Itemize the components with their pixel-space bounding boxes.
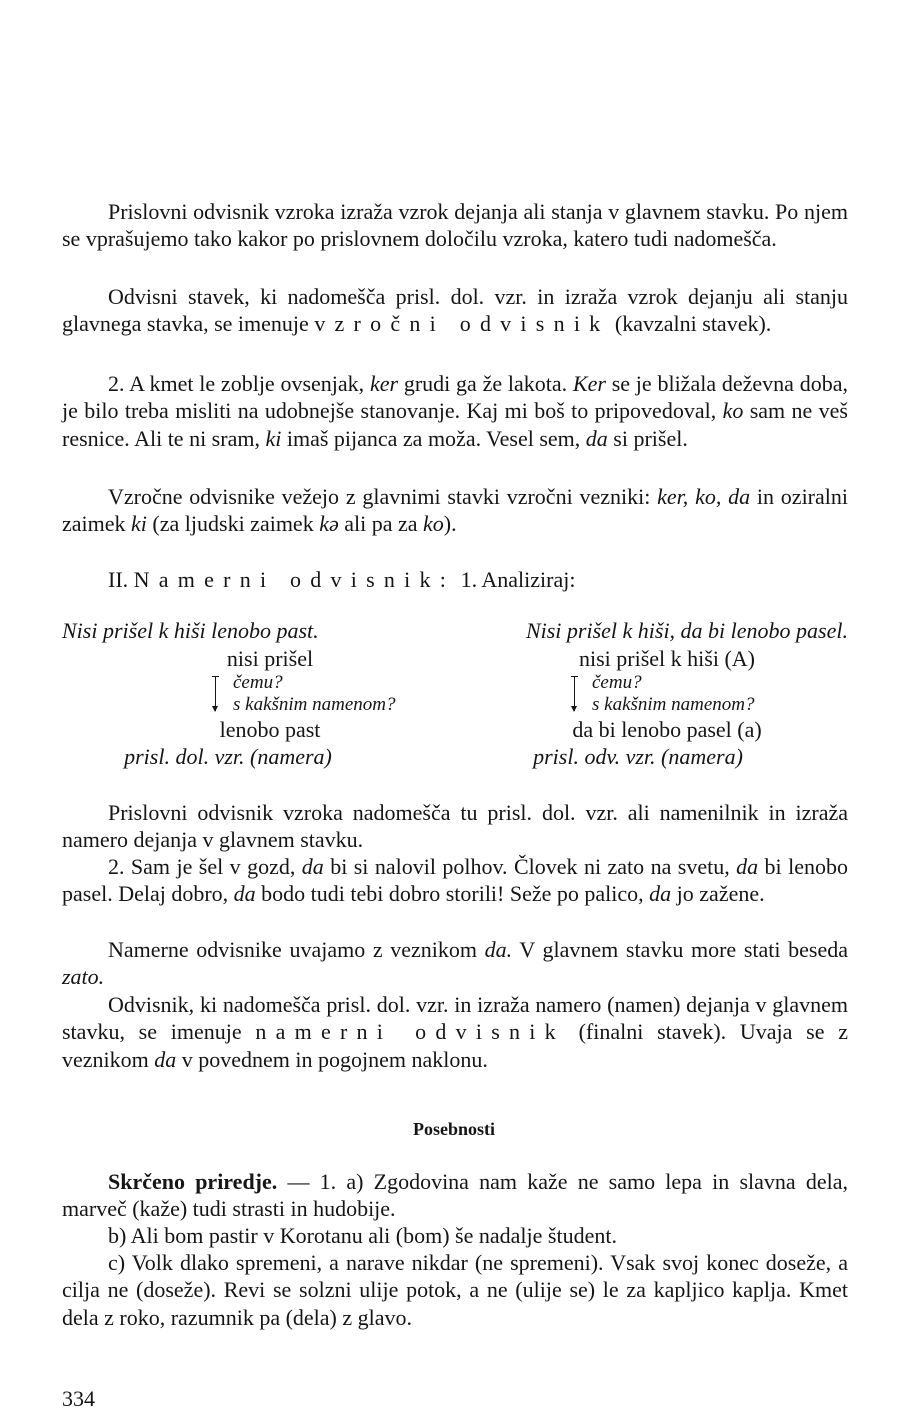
analysis-left-label: prisl. dol. vzr. (namera) xyxy=(124,744,332,769)
analysis-left-question-2: s kakšnim namenom? xyxy=(233,694,396,715)
analysis-right-question-1: čemu? xyxy=(592,672,642,693)
paragraph-example-b: b) Ali bom pastir v Korotanu ali (bom) še nadalje študent. xyxy=(108,1223,617,1248)
paragraph-causal-conjunctions: Vzročne odvisnike vežejo z glavnimi stavki vzročni vezniki: ker, ko, da in oziralni zaimek ki (za ljudski zaimek kə ali pa za ko). xyxy=(62,484,849,537)
analysis-left-question-1: čemu? xyxy=(233,672,283,693)
paragraph-purpose-examples: 2. Sam je šel v gozd, da bi si nalovil polhov. Človek ni zato na svetu, da bi lenobo pasel. Delaj dobro, da bodo tudi tebi dobro storili! Seže po palico, da jo zažene. xyxy=(62,854,848,907)
analysis-right-main: nisi prišel k hiši (A) xyxy=(579,646,755,671)
paragraph-purpose-conjunction: Namerne odvisnike uvajamo z veznikom da. V glavnem stavku more stati beseda zato. xyxy=(62,937,848,990)
analysis-right-question-2: s kakšnim namenom? xyxy=(592,694,755,715)
paragraph-causal-clause-term: Odvisni stavek, ki nadomešča prisl. dol. vzr. in izraža vzrok dejanju ali stanju glavnega stavka, se imenuje vzročni odvisnik (kavzalni stavek). xyxy=(62,284,848,337)
paragraph-skrceno-priredje: Skrčeno priredje. — 1. a) Zgodovina nam kaže ne samo lepa in slavna dela, marveč (kaže) tudi strasti in hudobije. xyxy=(62,1169,848,1222)
term-vzrocni-odvisnik: vzročni odvisnik xyxy=(314,311,610,337)
analysis-right-sub: da bi lenobo pasel (a) xyxy=(572,717,762,742)
paragraph-purpose-term: Odvisnik, ki nadomešča prisl. dol. vzr. in izraža namero (namen) dejanja v glavnem stavku, se imenuje namerni odvisnik (finalni stavek). Uvaja se z veznikom da v povednem in pogojnem naklonu. xyxy=(62,992,849,1072)
term-namerni-odvisnik: namerni odvisnik xyxy=(255,1019,565,1045)
page-number: 334 xyxy=(62,1386,95,1411)
example-sentences xyxy=(62,617,848,644)
paragraph-causal-examples: 2. A kmet le zoblje ovsenjak, ker grudi ga že lakota. Ker se je bližala deževna doba, je bilo treba misliti na udobnejše stanovanje. Kaj mi boš to pripovedoval, ko sam ne veš resnice. Ali te ni sram, ki imaš pijanca za moža. Vesel sem, da si prišel. xyxy=(62,371,848,451)
analysis-left-arrow xyxy=(215,677,216,711)
example-right: Nisi prišel k hiši, da bi lenobo pasel. xyxy=(525,618,848,643)
paragraph-example-c: c) Volk dlako spremeni, a narave nikdar (ne spremeni). Vsak svoj konec doseže, a cilja ne (doseže). Revi se solzni ulije potok, a ne (ulije se) le za kapljico kaplja. Kmet dela z roko, razumnik pa (dela) z glavo. xyxy=(62,1250,848,1330)
analysis-right-label: prisl. odv. vzr. (namera) xyxy=(533,744,743,769)
analysis-left-main: nisi prišel xyxy=(226,646,314,671)
paragraph-causal-definition: Prislovni odvisnik vzroka izraža vzrok dejanja ali stanja v glavnem stavku. Po njem se vprašujemo tako kakor po prislovnem določilu vzroka, katero tudi nadomešča. xyxy=(62,199,848,252)
analysis-right-arrow xyxy=(574,677,575,711)
example-left: Nisi prišel k hiši lenobo past. xyxy=(62,618,319,643)
paragraph-purpose-definition: Prislovni odvisnik vzroka nadomešča tu prisl. dol. vzr. ali namenilnik in izraža namero dejanja v glavnem stavku. xyxy=(62,800,848,853)
section-heading-posebnosti: Posebnosti xyxy=(412,1119,495,1139)
analysis-left-sub: lenobo past xyxy=(219,717,321,742)
section-heading-namerni-odvisnik: II. Namerni odvisnik: 1. Analiziraj: xyxy=(108,567,576,592)
